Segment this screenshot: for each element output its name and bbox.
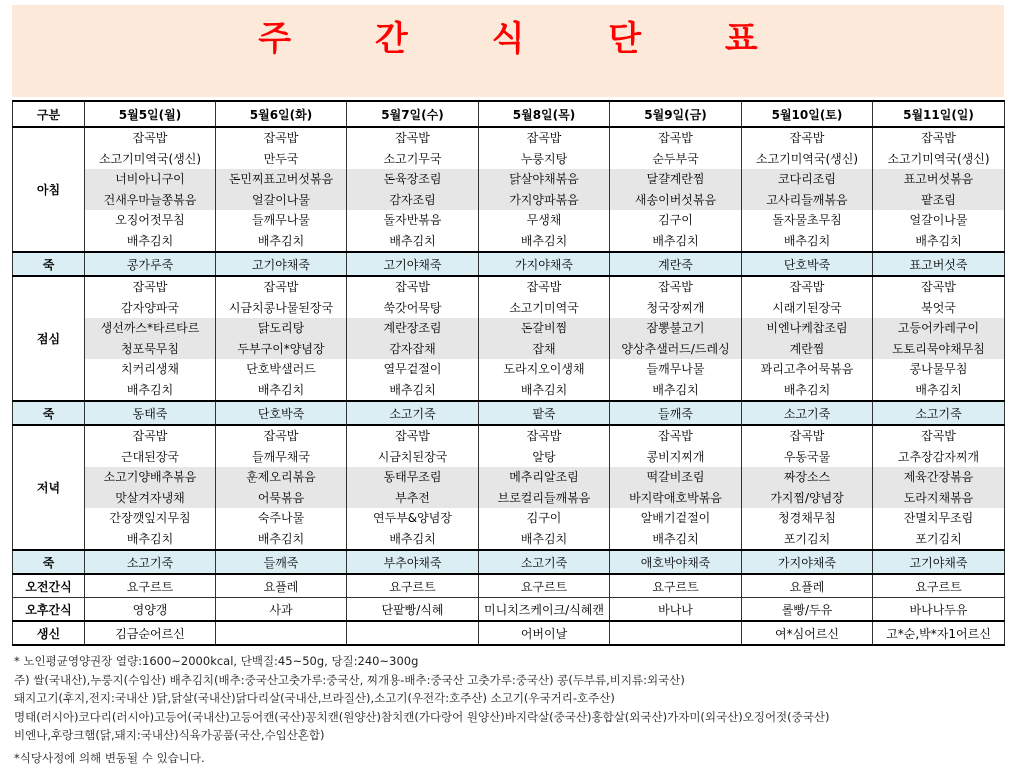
menu-item: 배추김치 [216, 529, 346, 550]
menu-item: 배추김치 [479, 231, 609, 252]
page-title: 주 간 식 단 표 [12, 11, 1004, 60]
meal-label: 저녁 [13, 425, 85, 550]
menu-cell: 고기야채죽 [216, 252, 347, 276]
menu-item: 잠뽕불고기 [610, 318, 741, 339]
menu-item: 치커리생채 [85, 359, 215, 380]
menu-item: 배추김치 [610, 231, 741, 252]
menu-cell: 고기야채죽 [347, 252, 479, 276]
menu-item: 들깨무채국 [216, 447, 346, 468]
menu-item: 잡곡밥 [742, 128, 872, 149]
menu-item: 소고기무국 [347, 149, 478, 170]
menu-cell: 가지야채죽 [479, 252, 610, 276]
menu-item: 시금치된장국 [347, 447, 478, 468]
menu-item: 계란찜 [742, 339, 872, 360]
menu-cell: 미니치즈케이크/식혜캔 [479, 598, 610, 622]
menu-cell: 고기야채죽 [873, 550, 1005, 574]
menu-cell: 애호박야채죽 [610, 550, 742, 574]
am_snack-row [13, 574, 1005, 598]
menu-cell: 요구르트 [873, 574, 1005, 598]
menu-item: 청포묵무침 [85, 339, 215, 360]
menu-item: 도토리묵야채무침 [873, 339, 1004, 360]
menu-item: 닭살야채볶음 [479, 169, 609, 190]
menu-item: 배추김치 [742, 231, 872, 252]
menu-item: 건새우마늘쫑볶음 [85, 190, 215, 211]
menu-item: 메추리알조림 [479, 467, 609, 488]
menu-item: 잡곡밥 [479, 426, 609, 447]
menu-item: 고추장감자찌개 [873, 447, 1004, 468]
note-line: 명태(러시아)코다리(러시아)고등어(국내산)고등어캔(국산)꽁치캔(원양산)참치캔(가다랑어 원양산)바지락살(중국산)홍합살(외국산)가자미(외국산)오징어젓(중국산) [14, 708, 1004, 727]
menu-item: 얼갈이나물 [873, 210, 1004, 231]
menu-item: 소고기미역국 [479, 298, 609, 319]
menu-cell: 소고기죽 [873, 401, 1005, 425]
menu-cell: 어버이날 [479, 621, 610, 645]
menu-item: 잡곡밥 [85, 277, 215, 298]
menu-cell [742, 425, 873, 550]
menu-item: 배추김치 [216, 380, 346, 401]
menu-cell: 가지야채죽 [742, 550, 873, 574]
menu-item: 시금치콩나물된장국 [216, 298, 346, 319]
menu-item: 도라지오이생채 [479, 359, 609, 380]
menu-item: 알배기겉절이 [610, 508, 741, 529]
menu-cell [85, 127, 216, 252]
menu-item: 부추전 [347, 488, 478, 509]
menu-item: 김구이 [610, 210, 741, 231]
menu-item: 짜장소스 [742, 467, 872, 488]
menu-cell: 요플레 [216, 574, 347, 598]
menu-item: 어묵볶음 [216, 488, 346, 509]
menu-cell: 단호박죽 [742, 252, 873, 276]
menu-item: 콩비지찌개 [610, 447, 741, 468]
menu-cell: 계란죽 [610, 252, 742, 276]
menu-item: 떡갈비조림 [610, 467, 741, 488]
menu-cell [347, 127, 479, 252]
menu-cell [742, 276, 873, 401]
menu-item: 잡곡밥 [216, 128, 346, 149]
menu-cell [347, 425, 479, 550]
menu-cell [347, 276, 479, 401]
menu-item: 잡곡밥 [479, 277, 609, 298]
menu-cell: 동태죽 [85, 401, 216, 425]
header-day: 5월9일(금) [610, 101, 742, 127]
menu-item: 숙주나물 [216, 508, 346, 529]
menu-item: 돌자물초무침 [742, 210, 872, 231]
menu-item: 도라지채볶음 [873, 488, 1004, 509]
menu-item: 잡곡밥 [742, 277, 872, 298]
menu-cell: 표고버섯죽 [873, 252, 1005, 276]
row-label: 죽 [13, 550, 85, 574]
menu-item: 배추김치 [479, 529, 609, 550]
menu-cell: 롤빵/두유 [742, 598, 873, 622]
menu-cell [873, 276, 1005, 401]
meal-label: 아침 [13, 127, 85, 252]
menu-cell: 단호박죽 [216, 401, 347, 425]
menu-cell [610, 621, 742, 645]
header-day: 5월11일(일) [873, 101, 1005, 127]
menu-cell: 소고기죽 [85, 550, 216, 574]
menu-item: 너비아니구이 [85, 169, 215, 190]
menu-item: 제육간장볶음 [873, 467, 1004, 488]
menu-item: 들깨무나물 [610, 359, 741, 380]
menu-item: 새송이버섯볶음 [610, 190, 741, 211]
menu-cell: 요플레 [742, 574, 873, 598]
menu-item: 감자양파국 [85, 298, 215, 319]
menu-item: 시래기된장국 [742, 298, 872, 319]
row-label: 죽 [13, 401, 85, 425]
menu-item: 잡곡밥 [873, 277, 1004, 298]
menu-cell: 바나나 [610, 598, 742, 622]
menu-item: 청경채무침 [742, 508, 872, 529]
menu-item: 코다리조림 [742, 169, 872, 190]
pm_snack-row [13, 598, 1005, 622]
menu-item: 브로컬리들깨볶음 [479, 488, 609, 509]
menu-item: 잡곡밥 [479, 128, 609, 149]
menu-item: 콩나물무침 [873, 359, 1004, 380]
menu-item: 배추김치 [873, 380, 1004, 401]
menu-item: 얼갈이나물 [216, 190, 346, 211]
meal-label: 점심 [13, 276, 85, 401]
porridge2-row [13, 401, 1005, 425]
menu-item: 배추김치 [85, 231, 215, 252]
menu-item: 배추김치 [85, 380, 215, 401]
notes [14, 652, 1004, 767]
menu-cell: 여*심어르신 [742, 621, 873, 645]
lunch-row [13, 276, 1005, 401]
menu-cell [85, 276, 216, 401]
menu-item: 돈민찌표고버섯볶음 [216, 169, 346, 190]
header-day: 5월8일(목) [479, 101, 610, 127]
menu-item: 잡곡밥 [742, 426, 872, 447]
note-line: * 노인평균영양권장 열량:1600~2000kcal, 단백질:45~50g, 당질:240~300g [14, 652, 1004, 671]
menu-item: 배추김치 [216, 231, 346, 252]
menu-item: 배추김치 [347, 231, 478, 252]
menu-item: 돈갈비찜 [479, 318, 609, 339]
menu-item: 만두국 [216, 149, 346, 170]
menu-cell: 부추야채죽 [347, 550, 479, 574]
menu-item: 근대된장국 [85, 447, 215, 468]
menu-item: 배추김치 [347, 380, 478, 401]
menu-item: 포기김치 [873, 529, 1004, 550]
menu-cell [610, 276, 742, 401]
menu-item: 배추김치 [610, 529, 741, 550]
menu-item: 계란장조림 [347, 318, 478, 339]
menu-item: 감자조림 [347, 190, 478, 211]
menu-item: 팥조림 [873, 190, 1004, 211]
menu-item: 고등어카레구이 [873, 318, 1004, 339]
menu-cell [610, 425, 742, 550]
menu-item: 잡곡밥 [873, 426, 1004, 447]
menu-item: 잡곡밥 [610, 426, 741, 447]
header-row [13, 101, 1005, 127]
menu-cell: 단팥빵/식혜 [347, 598, 479, 622]
menu-item: 우동국물 [742, 447, 872, 468]
row-label: 오후간식 [13, 598, 85, 622]
menu-cell [873, 425, 1005, 550]
menu-item: 훈제오리볶음 [216, 467, 346, 488]
menu-item: 단호박샐러드 [216, 359, 346, 380]
menu-item: 잔멸치무조림 [873, 508, 1004, 529]
menu-item: 배추김치 [873, 231, 1004, 252]
menu-item: 무생채 [479, 210, 609, 231]
menu-item: 배추김치 [85, 529, 215, 550]
menu-item: 달걀계란찜 [610, 169, 741, 190]
menu-item: 포기김치 [742, 529, 872, 550]
menu-item: 김구이 [479, 508, 609, 529]
row-label: 죽 [13, 252, 85, 276]
menu-item: 가지양파볶음 [479, 190, 609, 211]
menu-cell: 바나나두유 [873, 598, 1005, 622]
menu-cell [347, 621, 479, 645]
menu-item: 돈육장조림 [347, 169, 478, 190]
menu-item: 잡곡밥 [216, 426, 346, 447]
header-day: 5월10일(토) [742, 101, 873, 127]
menu-item: 쑥갓어묵탕 [347, 298, 478, 319]
menu-cell: 요구르트 [347, 574, 479, 598]
menu-cell: 소고기죽 [742, 401, 873, 425]
menu-item: 소고기미역국(생신) [742, 149, 872, 170]
header-day: 5월5일(월) [85, 101, 216, 127]
menu-item: 오징어젓무침 [85, 210, 215, 231]
menu-item: 바지락애호박볶음 [610, 488, 741, 509]
header-day: 5월7일(수) [347, 101, 479, 127]
menu-item: 소고기미역국(생신) [873, 149, 1004, 170]
menu-item: 북엇국 [873, 298, 1004, 319]
menu-item: 돌자반볶음 [347, 210, 478, 231]
menu-item: 순두부국 [610, 149, 741, 170]
menu-item: 잡곡밥 [85, 128, 215, 149]
menu-cell: 요구르트 [479, 574, 610, 598]
menu-item: 양상추샐러드/드레싱 [610, 339, 741, 360]
menu-cell [742, 127, 873, 252]
menu-item: 연두부&양념장 [347, 508, 478, 529]
header-day: 5월6일(화) [216, 101, 347, 127]
menu-cell: 콩가루죽 [85, 252, 216, 276]
menu-item: 꽈리고추어묵볶음 [742, 359, 872, 380]
menu-item: 맛살겨자냉채 [85, 488, 215, 509]
title-banner [12, 5, 1004, 97]
menu-item: 두부구이*양념장 [216, 339, 346, 360]
menu-item: 동태무조림 [347, 467, 478, 488]
menu-cell: 소고기죽 [479, 550, 610, 574]
menu-cell: 들깨죽 [216, 550, 347, 574]
menu-item: 소고기양배추볶음 [85, 467, 215, 488]
menu-item: 알탕 [479, 447, 609, 468]
menu-cell [216, 127, 347, 252]
menu-item: 잡곡밥 [610, 128, 741, 149]
menu-item: 고사리들깨볶음 [742, 190, 872, 211]
menu-item: 배추김치 [610, 380, 741, 401]
menu-item: 배추김치 [347, 529, 478, 550]
menu-item: 잡채 [479, 339, 609, 360]
menu-item: 배추김치 [479, 380, 609, 401]
menu-item: 닭도리탕 [216, 318, 346, 339]
menu-cell: 팥죽 [479, 401, 610, 425]
header-category: 구분 [13, 101, 85, 127]
menu-item: 비엔나케찹조림 [742, 318, 872, 339]
note-line: 주) 쌀(국내산),누룽지(수입산) 배추김치(배추:중국산고춧가루:중국산, 찌개용-배추:중국산 고춧가루:중국산) 콩(두부류,비지류:외국산) [14, 671, 1004, 690]
menu-cell [873, 127, 1005, 252]
menu-cell [479, 425, 610, 550]
menu-cell: 사과 [216, 598, 347, 622]
menu-item: 생선까스*타르타르 [85, 318, 215, 339]
menu-cell [216, 425, 347, 550]
menu-item: 잡곡밥 [85, 426, 215, 447]
menu-cell: 영양갱 [85, 598, 216, 622]
weekly-menu-table [12, 100, 1005, 646]
menu-cell: 고*순,박*자1어르신 [873, 621, 1005, 645]
birthday-row [13, 621, 1005, 645]
row-label: 오전간식 [13, 574, 85, 598]
menu-item: 잡곡밥 [216, 277, 346, 298]
menu-item: 배추김치 [742, 380, 872, 401]
menu-item: 들깨무나물 [216, 210, 346, 231]
menu-item: 잡곡밥 [347, 128, 478, 149]
row-label: 생신 [13, 621, 85, 645]
menu-item: 표고버섯볶음 [873, 169, 1004, 190]
menu-cell: 요구르트 [85, 574, 216, 598]
menu-item: 간장깻잎지무침 [85, 508, 215, 529]
menu-item: 가지찜/양념장 [742, 488, 872, 509]
menu-cell: 소고기죽 [347, 401, 479, 425]
menu-cell: 김금순어르신 [85, 621, 216, 645]
menu-cell [216, 621, 347, 645]
note-line: *식당사정에 의해 변동될 수 있습니다. [14, 749, 1004, 767]
menu-cell [479, 127, 610, 252]
menu-cell: 요구르트 [610, 574, 742, 598]
menu-item: 잡곡밥 [347, 277, 478, 298]
menu-item: 열무겉절이 [347, 359, 478, 380]
porridge3-row [13, 550, 1005, 574]
menu-cell [216, 276, 347, 401]
breakfast-row [13, 127, 1005, 252]
menu-cell [610, 127, 742, 252]
menu-item: 잡곡밥 [873, 128, 1004, 149]
menu-item: 누룽지탕 [479, 149, 609, 170]
menu-cell [479, 276, 610, 401]
menu-cell: 들깨죽 [610, 401, 742, 425]
menu-item: 청국장찌개 [610, 298, 741, 319]
menu-item: 잡곡밥 [610, 277, 741, 298]
menu-cell [85, 425, 216, 550]
note-line: 비엔나,후랑크햄(닭,돼지:국내산)식육가공품(국산,수입산혼합) [14, 726, 1004, 745]
menu-item: 감자잡채 [347, 339, 478, 360]
dinner-row [13, 425, 1005, 550]
porridge1-row [13, 252, 1005, 276]
menu-item: 소고기미역국(생신) [85, 149, 215, 170]
menu-item: 잡곡밥 [347, 426, 478, 447]
note-line: 돼지고기(후지,전지:국내산 )닭,닭살(국내산)닭다리살(국내산,브라질산),소고기(우전각:호주산) 소고기(우국거리-호주산) [14, 689, 1004, 708]
